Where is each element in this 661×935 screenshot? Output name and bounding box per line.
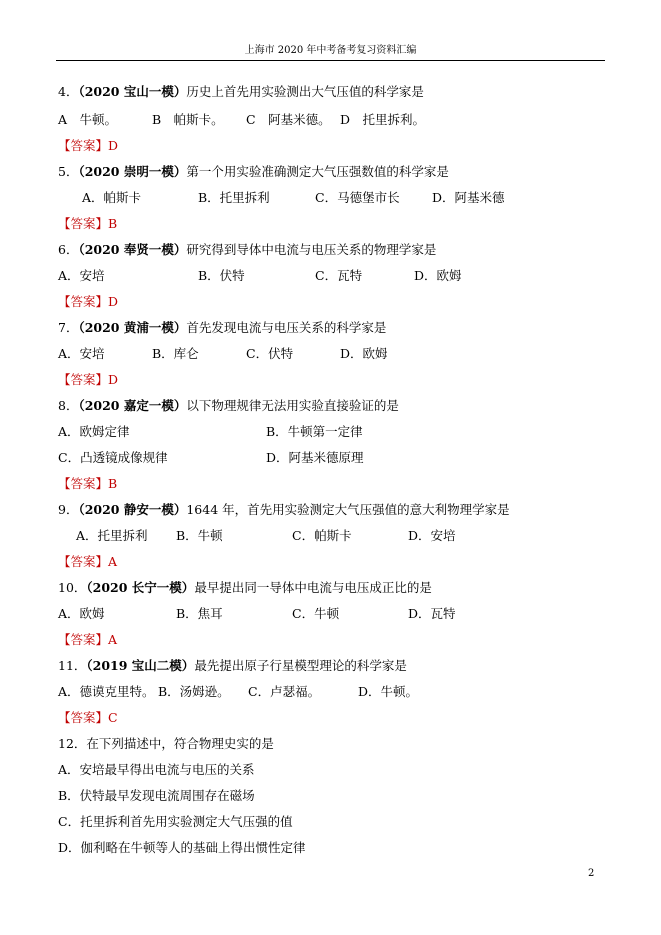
header-rule bbox=[56, 60, 605, 61]
option-a: A．欧姆定律 bbox=[58, 424, 130, 439]
option-b: B．伏特 bbox=[198, 268, 245, 283]
option-d: D．阿基米德原理 bbox=[266, 450, 364, 465]
option-c: C．凸透镜成像规律 bbox=[58, 450, 168, 465]
option-c: C．马德堡市长 bbox=[315, 190, 400, 205]
option-b: B．伏特最早发现电流周围存在磁场 bbox=[58, 788, 255, 803]
option-c: C．卢瑟福。 bbox=[248, 684, 321, 699]
question-8-options-row-1 bbox=[58, 424, 598, 440]
option-a: A．德谟克里特。 bbox=[58, 684, 155, 699]
answer-8: 【答案】B bbox=[58, 476, 118, 491]
option-d: D．牛顿。 bbox=[358, 684, 419, 699]
page-header: 上海市 2020 年中考备考复习资料汇编 bbox=[244, 45, 417, 56]
question-9-options bbox=[58, 528, 598, 544]
option-a: A．帕斯卡 bbox=[82, 190, 142, 205]
answer-6: 【答案】D bbox=[58, 294, 119, 309]
option-d: D．欧姆 bbox=[340, 346, 388, 361]
question-8-options-row-2 bbox=[58, 450, 598, 466]
answer-10: 【答案】A bbox=[58, 632, 118, 647]
option-a: A．欧姆 bbox=[58, 606, 105, 621]
option-b: B．焦耳 bbox=[176, 606, 223, 621]
question-5-options bbox=[58, 190, 598, 206]
option-a: A 牛顿。 bbox=[58, 112, 118, 127]
answer-9: 【答案】A bbox=[58, 554, 118, 569]
option-d: D．伽利略在牛顿等人的基础上得出惯性定律 bbox=[58, 840, 306, 855]
option-a: A．安培 bbox=[58, 346, 105, 361]
option-b: B．牛顿第一定律 bbox=[266, 424, 363, 439]
option-c: C．瓦特 bbox=[315, 268, 363, 283]
answer-7: 【答案】D bbox=[58, 372, 119, 387]
option-a: A．安培 bbox=[58, 268, 105, 283]
option-c: C 阿基米德。 bbox=[246, 112, 331, 127]
option-d: D 托里拆利。 bbox=[340, 112, 426, 127]
option-b: B．库仑 bbox=[152, 346, 199, 361]
question-7-options bbox=[58, 346, 598, 362]
question-10-options bbox=[58, 606, 598, 622]
question-4-options bbox=[58, 112, 598, 128]
question-11: 11．（2019 宝山二模）最先提出原子行星模型理论的科学家是 bbox=[58, 658, 407, 673]
option-b: B．牛顿 bbox=[176, 528, 223, 543]
option-d: D．欧姆 bbox=[414, 268, 462, 283]
answer-4: 【答案】D bbox=[58, 138, 119, 153]
option-c: C．帕斯卡 bbox=[292, 528, 352, 543]
option-d: D．安培 bbox=[408, 528, 456, 543]
question-5: 5．（2020 崇明一模）第一个用实验准确测定大气压强数值的科学家是 bbox=[58, 164, 449, 179]
question-6: 6．（2020 奉贤一模）研究得到导体中电流与电压关系的物理学家是 bbox=[58, 242, 437, 257]
answer-11: 【答案】C bbox=[58, 710, 118, 725]
page-number: 2 bbox=[588, 868, 595, 879]
question-10: 10．（2020 长宁一模）最早提出同一导体中电流与电压成正比的是 bbox=[58, 580, 432, 595]
question-7: 7．（2020 黄浦一模）首先发现电流与电压关系的科学家是 bbox=[58, 320, 387, 335]
option-b: B．托里拆利 bbox=[198, 190, 270, 205]
option-c: C．伏特 bbox=[246, 346, 294, 361]
option-b: B 帕斯卡。 bbox=[152, 112, 224, 127]
option-d: D．阿基米德 bbox=[432, 190, 505, 205]
option-c: C．托里拆利首先用实验测定大气压强的值 bbox=[58, 814, 293, 829]
question-12: 12．在下列描述中，符合物理史实的是 bbox=[58, 736, 274, 751]
option-a: A．托里拆利 bbox=[76, 528, 148, 543]
question-9: 9．（2020 静安一模）1644 年，首先用实验测定大气压强值的意大利物理学家是 bbox=[58, 502, 510, 517]
option-a: A．安培最早得出电流与电压的关系 bbox=[58, 762, 255, 777]
option-c: C．牛顿 bbox=[292, 606, 340, 621]
answer-5: 【答案】B bbox=[58, 216, 118, 231]
question-8: 8．（2020 嘉定一模）以下物理规律无法用实验直接验证的是 bbox=[58, 398, 399, 413]
option-d: D．瓦特 bbox=[408, 606, 456, 621]
question-4: 4．（2020 宝山一模）历史上首先用实验测出大气压值的科学家是 bbox=[58, 84, 424, 99]
option-b: B．汤姆逊。 bbox=[158, 684, 230, 699]
question-11-options bbox=[58, 684, 598, 700]
question-6-options bbox=[58, 268, 598, 284]
